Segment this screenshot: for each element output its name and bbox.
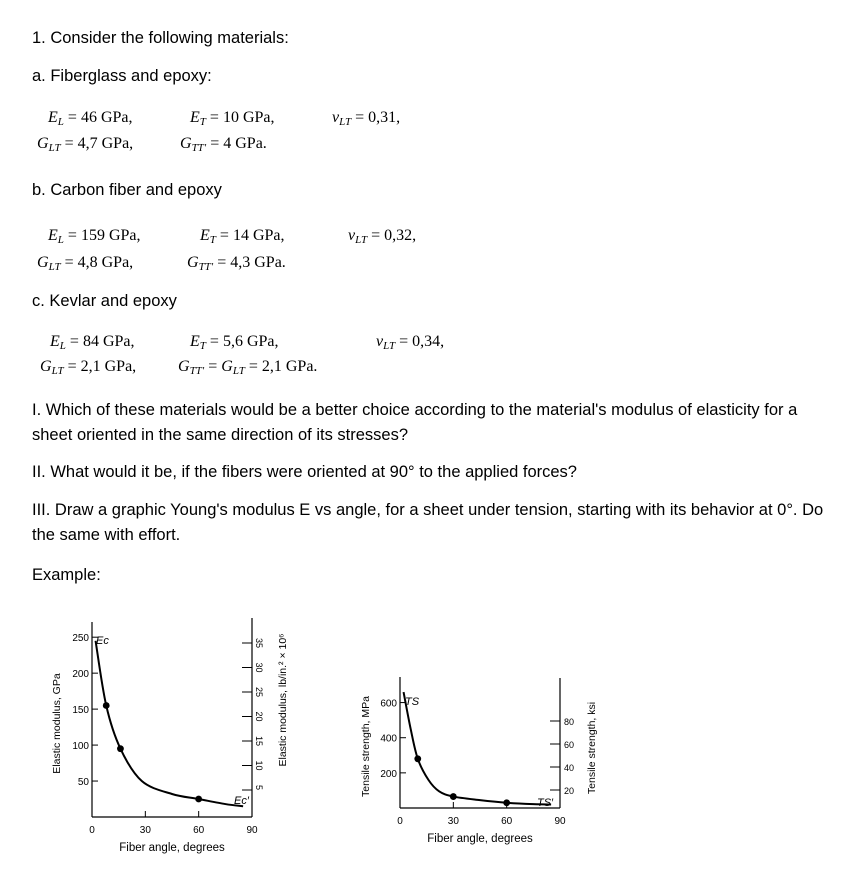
y-axis-label-left: Elastic modulus, GPa [51,673,63,774]
y-axis-label-left: Tensile strength, MPa [360,696,372,797]
y-tick-label: 250 [72,633,89,645]
y-right-tick-label: 10 [254,760,264,771]
x-axis-label: Fiber angle, degrees [427,833,533,845]
material-a-GLT: $G_{LT} = 4,7$ GPa, [37,135,134,154]
y-right-tick-label: 80 [564,717,575,727]
material-b-EL: $E_L = 159$ GPa, [48,227,141,246]
y-right-tick-label: 5 [254,785,264,791]
material-b-ET: $E_T = 14$ GPa, [200,227,285,246]
material-c-GTT: $G_{TT'} = G_{LT} = 2,1$ GPa. [178,358,318,377]
x-tick-label: 60 [501,816,513,827]
y-axis-label-right: Tensile strength, ksi [586,701,598,795]
data-curve-Ec [96,641,244,806]
y-tick-label: 600 [380,698,397,710]
data-curve-TS [404,692,552,804]
y-tick-label: 400 [380,733,397,745]
x-axis-label: Fiber angle, degrees [119,842,225,854]
x-tick-label: 30 [447,816,459,827]
y-tick-label: 200 [380,768,397,780]
y-right-tick-label: 20 [564,786,575,796]
material-b-label: b. Carbon fiber and epoxy [32,181,222,199]
data-point [117,745,124,752]
y-right-tick-label: 20 [254,711,264,722]
material-c-GLT: $G_{LT} = 2,1$ GPa, [40,358,137,377]
question-3: III. Draw a graphic Young's modulus E vs angle, for a sheet under tension, starting with its behavior at 0°. Do the same with effort. [32,501,824,544]
y-tick-label: 200 [72,669,89,681]
x-tick-label: 0 [397,816,403,827]
material-a-nu: $\nu_{LT} = 0,31$, [332,109,401,128]
x-tick-label: 0 [89,825,95,836]
y-right-tick-label: 60 [564,740,575,750]
y-tick-label: 100 [72,741,89,753]
tensile-strength-chart [355,660,625,860]
question-2: II. What would it be, if the fibers were oriented at 90° to the applied forces? [32,463,577,481]
y-right-tick-label: 40 [564,763,575,773]
question-title: 1. Consider the following materials: [32,29,289,47]
y-right-tick-label: 30 [254,662,264,673]
question-1: I. Which of these materials would be a better choice according to the material's modulus of elasticity for a sheet oriented in the same direction of its stresses? [32,401,798,444]
y-tick-label: 50 [77,777,89,789]
curve-label-top: Ec [96,635,109,647]
y-right-tick-label: 35 [254,638,264,649]
data-point [195,796,202,803]
material-b-GLT: $G_{LT} = 4,8$ GPa, [37,254,134,273]
data-point [103,702,110,709]
curve-label-top: TS [405,696,420,708]
material-b-nu: $\nu_{LT} = 0,32$, [348,227,417,246]
example-label: Example: [32,566,101,584]
material-a-GTT: $G_{TT'} = 4$ GPa. [180,135,267,154]
data-point [450,793,457,800]
material-a-ET: $E_T = 10$ GPa, [190,109,275,128]
material-b-GTT: $G_{TT'} = 4,3$ GPa. [187,254,286,273]
y-right-tick-label: 15 [254,736,264,747]
material-c-label: c. Kevlar and epoxy [32,292,177,310]
material-c-EL: $E_L = 84$ GPa, [50,333,135,352]
y-tick-label: 150 [72,705,89,717]
y-right-tick-label: 25 [254,687,264,698]
x-tick-label: 90 [246,825,258,836]
curve-label-bottom: Ec′ [234,795,249,807]
material-c-ET: $E_T = 5,6$ GPa, [190,333,279,352]
curve-label-bottom: TS′ [537,797,554,809]
x-tick-label: 90 [554,816,566,827]
material-c-nu: $\nu_{LT} = 0,34$, [376,333,445,352]
x-tick-label: 60 [193,825,205,836]
y-axis-label-right: Elastic modulus, lb/in.² × 10⁶ [277,633,289,767]
data-point [414,755,421,762]
x-tick-label: 30 [139,825,151,836]
data-point [503,799,510,806]
material-a-EL: $E_L = 46$ GPa, [48,109,133,128]
elastic-modulus-chart [40,600,310,860]
material-a-label: a. Fiberglass and epoxy: [32,67,212,85]
